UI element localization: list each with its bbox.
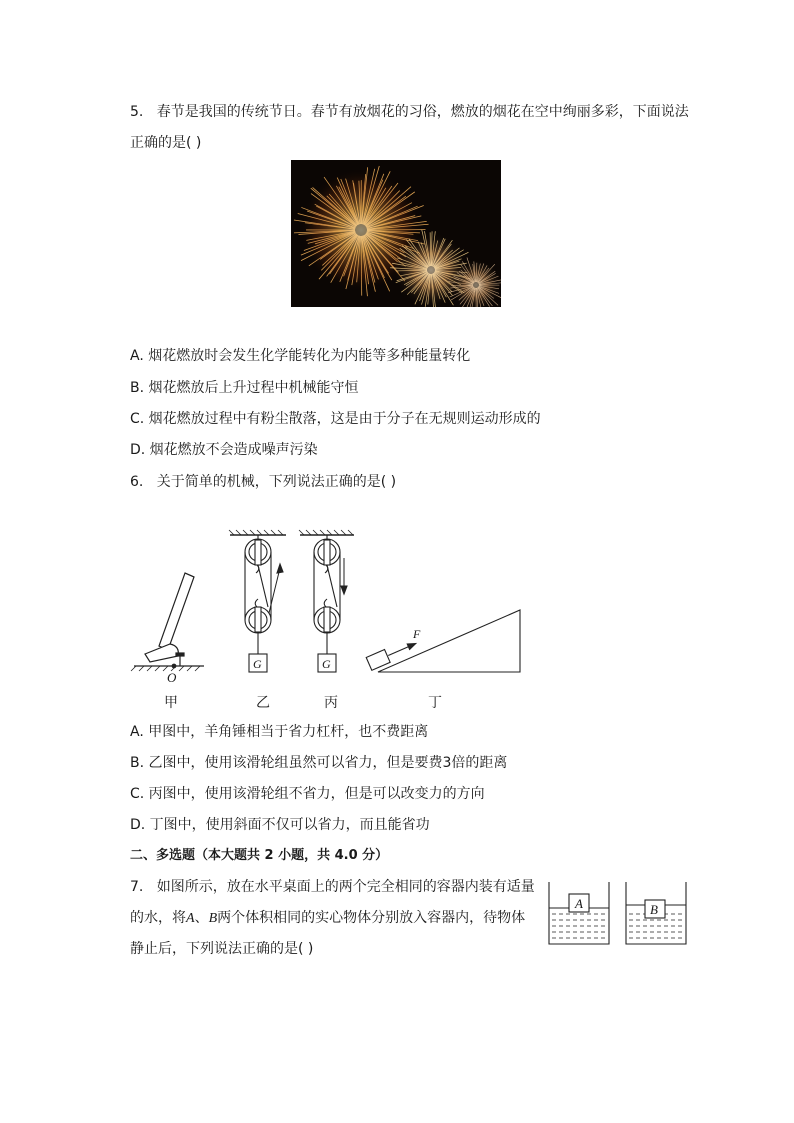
q7-number: 7.	[130, 879, 144, 895]
weight-label-bing: G	[322, 657, 331, 671]
pivot-label-o: O	[167, 670, 177, 685]
q7-text-line2-pre: 的水，将	[130, 910, 186, 926]
caption-yi: 乙	[256, 695, 270, 711]
q6-option-d[interactable]: D. 丁图中，使用斜面不仅可以省力，而且能省功	[130, 817, 430, 833]
section-heading-multiple-choice: 二、多选题（本大题共 2 小题，共 4.0 分）	[130, 848, 389, 863]
container-a-drawing	[549, 882, 609, 944]
q7-text-line2-post: 两个体积相同的实心物体分别放入容器内，待物体	[217, 910, 526, 926]
q6-option-c[interactable]: C. 丙图中，使用该滑轮组不省力，但是可以改变力的方向	[130, 786, 485, 802]
caption-bing: 丙	[324, 695, 338, 711]
q5-option-b[interactable]: B. 烟花燃放后上升过程中机械能守恒	[130, 380, 359, 396]
pulley-system-bing	[299, 530, 354, 672]
block-label-b: B	[650, 902, 658, 917]
claw-hammer-drawing	[131, 573, 204, 671]
q5-stem-line2: 正确的是( )	[130, 135, 202, 151]
q5-option-c[interactable]: C. 烟花燃放过程中有粉尘散落，这是由于分子在无规则运动形成的	[130, 411, 541, 427]
q6-stem-line	[130, 473, 396, 491]
incline-drawing	[366, 610, 520, 672]
q5-stem-text: 春节是我国的传统节日。春节有放烟花的习俗，燃放的烟花在空中绚丽多彩，下面说法	[156, 104, 689, 120]
q7-text-line1: 如图所示，放在水平桌面上的两个完全相同的容器内装有适量	[156, 879, 535, 895]
pulley-system-yi	[229, 530, 286, 672]
containers-diagram	[545, 878, 695, 950]
q5-stem-line1	[130, 103, 689, 121]
caption-jia: 甲	[164, 695, 178, 711]
q7-stem-line1	[130, 878, 535, 896]
q5-number: 5.	[130, 104, 144, 120]
q6-stem-text: 关于简单的机械，下列说法正确的是( )	[156, 474, 397, 490]
q7-object-b: B	[208, 911, 218, 926]
q6-number: 6.	[130, 474, 144, 490]
caption-ding: 丁	[428, 695, 442, 711]
q6-option-a[interactable]: A. 甲图中，羊角锤相当于省力杠杆，也不费距离	[130, 724, 429, 740]
force-label-f: F	[413, 627, 421, 641]
q7-text-sep: 、	[194, 910, 209, 926]
block-label-a: A	[575, 896, 583, 911]
q6-figure	[128, 528, 528, 718]
weight-label-yi: G	[253, 657, 262, 671]
q6-option-b[interactable]: B. 乙图中，使用该滑轮组虽然可以省力，但是要费3倍的距离	[130, 755, 508, 771]
q5-option-a[interactable]: A. 烟花燃放时会发生化学能转化为内能等多种能量转化	[130, 348, 471, 364]
q7-object-a: A	[186, 911, 195, 926]
q7-stem-line3: 静止后，下列说法正确的是( )	[130, 941, 314, 957]
q5-option-d[interactable]: D. 烟花燃放不会造成噪声污染	[130, 442, 318, 458]
q7-containers-figure	[545, 878, 695, 950]
fireworks-photo	[291, 160, 501, 307]
q7-stem-line2	[130, 909, 525, 928]
